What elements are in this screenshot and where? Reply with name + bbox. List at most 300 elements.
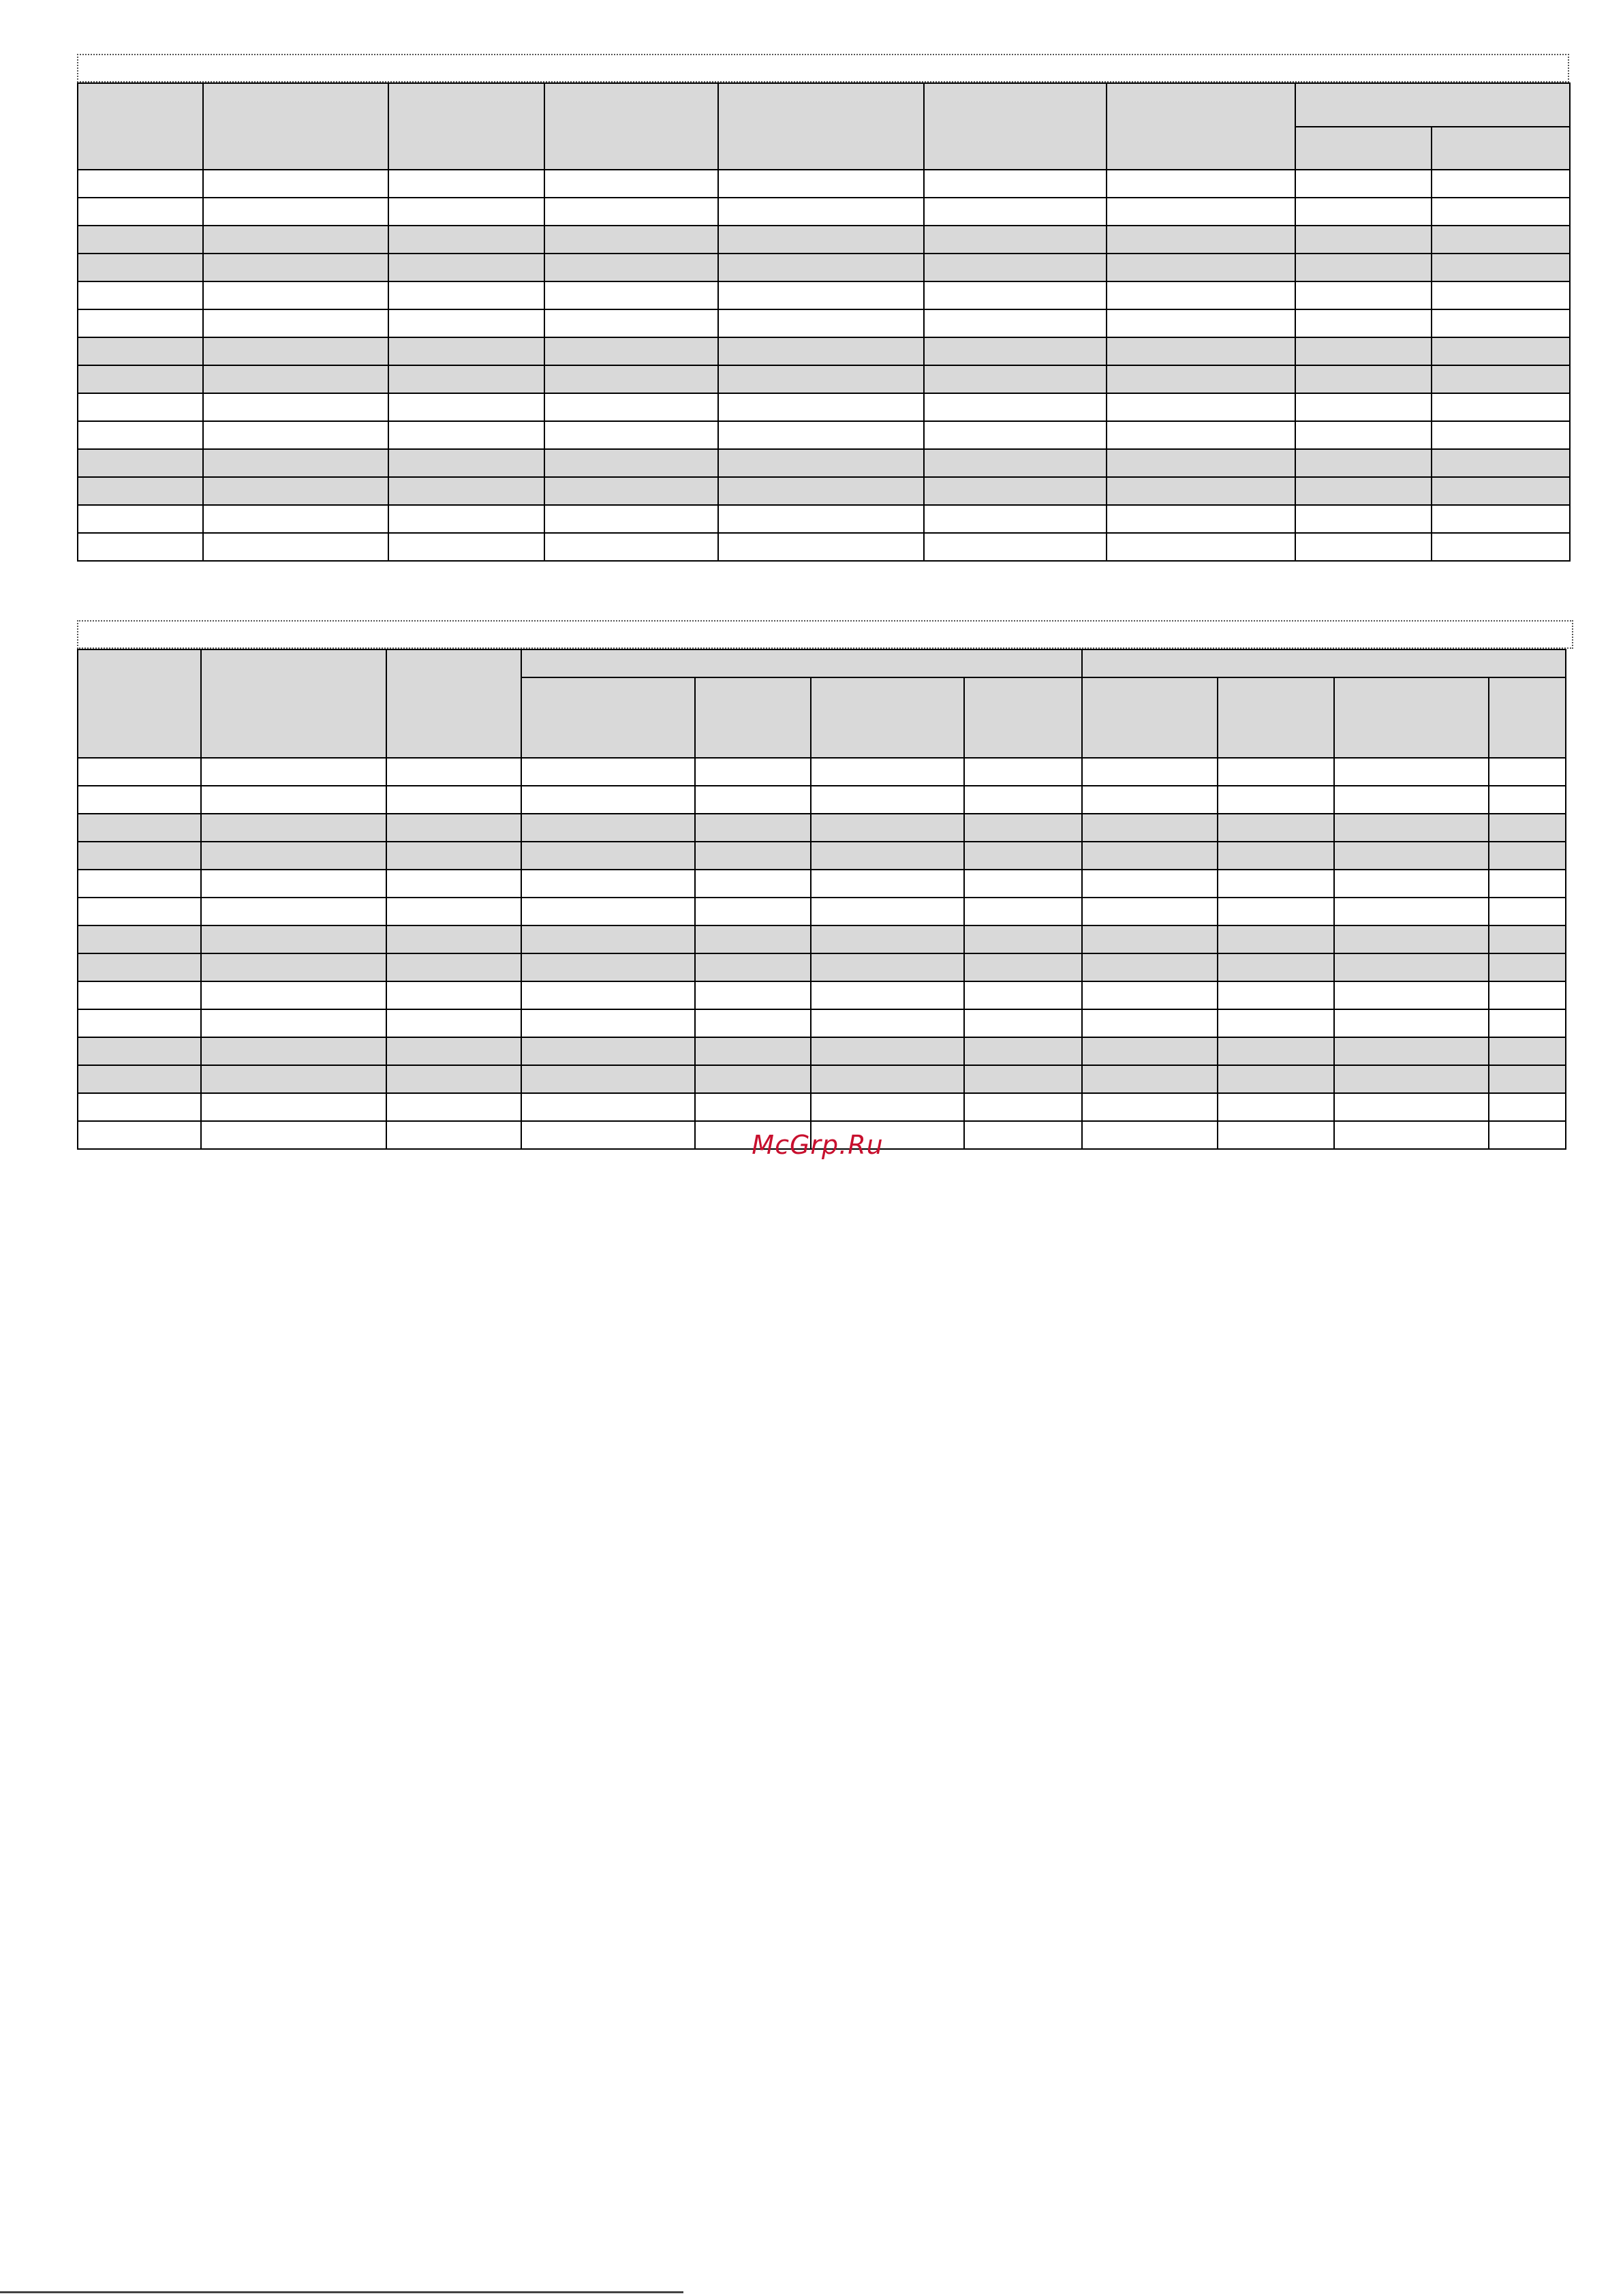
table-cell	[521, 981, 695, 1009]
table-cell	[718, 505, 924, 533]
table-cell	[544, 505, 718, 533]
table-cell	[1334, 814, 1489, 842]
table-cell	[544, 421, 718, 449]
table-cell	[1295, 309, 1432, 337]
table-bottom-header-cell	[201, 649, 386, 758]
table-cell	[1218, 1093, 1334, 1121]
table-cell	[203, 281, 388, 309]
table-cell	[203, 533, 388, 561]
table-top-header-cell	[924, 83, 1107, 170]
table-top	[77, 82, 1571, 562]
table-cell	[811, 1037, 964, 1065]
table-cell	[544, 198, 718, 226]
table-bottom-row	[78, 925, 1566, 953]
table-cell	[964, 925, 1082, 953]
table-cell	[201, 953, 386, 981]
table-cell	[1432, 365, 1570, 393]
table-top-row	[78, 505, 1570, 533]
table-cell	[924, 533, 1107, 561]
table-cell	[544, 309, 718, 337]
table-cell	[78, 309, 203, 337]
table-bottom-row	[78, 1065, 1566, 1093]
table-cell	[1218, 898, 1334, 925]
table-cell	[201, 898, 386, 925]
table-cell	[521, 1037, 695, 1065]
table-cell	[1295, 533, 1432, 561]
table-top-header-cell	[544, 83, 718, 170]
table-cell	[811, 870, 964, 898]
table-cell	[78, 1065, 201, 1093]
table-cell	[718, 254, 924, 281]
table-cell	[78, 842, 201, 870]
table-cell	[1218, 1009, 1334, 1037]
table-cell	[544, 254, 718, 281]
table-cell	[1107, 421, 1295, 449]
table-bottom	[77, 649, 1566, 1150]
table-top-header-group-cell	[1295, 83, 1570, 127]
table-cell	[811, 953, 964, 981]
table-bottom-header-cell	[386, 649, 521, 758]
table-cell	[1432, 505, 1570, 533]
table-cell	[718, 281, 924, 309]
table-cell	[718, 477, 924, 505]
table-cell	[1489, 1065, 1566, 1093]
table-cell	[924, 226, 1107, 254]
table-cell	[1107, 365, 1295, 393]
table-cell	[1218, 814, 1334, 842]
table-cell	[718, 449, 924, 477]
table-cell	[695, 953, 811, 981]
table-cell	[544, 477, 718, 505]
table-cell	[1295, 421, 1432, 449]
table-cell	[78, 477, 203, 505]
table-cell	[964, 1009, 1082, 1037]
table-bottom-row	[78, 814, 1566, 842]
table-cell	[1218, 1121, 1334, 1149]
table-cell	[388, 421, 544, 449]
table-cell	[78, 254, 203, 281]
table-cell	[203, 421, 388, 449]
table-cell	[811, 814, 964, 842]
table-cell	[964, 1037, 1082, 1065]
table-bottom-header-subcell	[811, 677, 964, 758]
table-cell	[964, 1121, 1082, 1149]
table-bottom-header-group-cell	[521, 649, 1082, 677]
table-cell	[1107, 505, 1295, 533]
table-cell	[544, 533, 718, 561]
table-cell	[1218, 758, 1334, 786]
table-cell	[964, 814, 1082, 842]
table-top-row	[78, 477, 1570, 505]
table-cell	[1334, 1037, 1489, 1065]
table-top-row	[78, 365, 1570, 393]
table-cell	[78, 505, 203, 533]
table-cell	[1489, 1121, 1566, 1149]
table-cell	[964, 981, 1082, 1009]
table-cell	[386, 925, 521, 953]
table-cell	[203, 337, 388, 365]
table-cell	[544, 226, 718, 254]
table-cell	[924, 281, 1107, 309]
table-bottom-row	[78, 1093, 1566, 1121]
table-cell	[78, 758, 201, 786]
table-cell	[1107, 477, 1295, 505]
table-cell	[964, 1065, 1082, 1093]
table-top-header-cell	[203, 83, 388, 170]
table-cell	[811, 786, 964, 814]
table-cell	[964, 870, 1082, 898]
table-cell	[1295, 477, 1432, 505]
table-cell	[924, 198, 1107, 226]
table-cell	[718, 365, 924, 393]
table-cell	[386, 814, 521, 842]
table-bottom-row	[78, 786, 1566, 814]
table-cell	[924, 254, 1107, 281]
table-cell	[388, 309, 544, 337]
table-cell	[811, 1093, 964, 1121]
table-cell	[1295, 198, 1432, 226]
table-cell	[1432, 421, 1570, 449]
table-bottom-header-subcell	[1489, 677, 1566, 758]
table-cell	[964, 953, 1082, 981]
table-cell	[1082, 925, 1218, 953]
table-cell	[201, 925, 386, 953]
table-cell	[1334, 898, 1489, 925]
table-cell	[386, 898, 521, 925]
table-cell	[203, 170, 388, 198]
table-cell	[1295, 393, 1432, 421]
table-cell	[1295, 337, 1432, 365]
table-cell	[386, 1065, 521, 1093]
table-cell	[924, 170, 1107, 198]
table-cell	[203, 505, 388, 533]
table-cell	[78, 814, 201, 842]
table-cell	[201, 981, 386, 1009]
table-cell	[1218, 925, 1334, 953]
table-bottom-header-subcell	[1334, 677, 1489, 758]
table-cell	[1334, 842, 1489, 870]
table-cell	[1107, 281, 1295, 309]
table-cell	[201, 1009, 386, 1037]
table-cell	[1334, 953, 1489, 981]
table-cell	[78, 393, 203, 421]
table-cell	[203, 365, 388, 393]
table-cell	[78, 281, 203, 309]
table-cell	[718, 226, 924, 254]
table-cell	[1334, 758, 1489, 786]
table-cell	[1334, 786, 1489, 814]
table-cell	[1295, 449, 1432, 477]
table-bottom-row	[78, 842, 1566, 870]
footer-rule	[0, 2291, 683, 2293]
table-cell	[1489, 870, 1566, 898]
table-cell	[203, 393, 388, 421]
table-cell	[201, 1121, 386, 1149]
table-cell	[203, 309, 388, 337]
table-cell	[1107, 309, 1295, 337]
table-cell	[521, 1121, 695, 1149]
table-cell	[1432, 281, 1570, 309]
table-cell	[811, 1065, 964, 1093]
table-cell	[521, 1009, 695, 1037]
table-cell	[78, 533, 203, 561]
table-cell	[203, 198, 388, 226]
table-cell	[1082, 1093, 1218, 1121]
table-cell	[78, 226, 203, 254]
table-cell	[1218, 1065, 1334, 1093]
table-cell	[1218, 981, 1334, 1009]
table-cell	[544, 365, 718, 393]
table-cell	[521, 758, 695, 786]
table-top-row	[78, 198, 1570, 226]
table-cell	[718, 393, 924, 421]
table-cell	[1334, 1009, 1489, 1037]
table-cell	[521, 842, 695, 870]
table-cell	[521, 1065, 695, 1093]
table-cell	[811, 842, 964, 870]
table-cell	[811, 758, 964, 786]
table-cell	[1489, 1009, 1566, 1037]
table-cell	[1334, 981, 1489, 1009]
table-cell	[924, 477, 1107, 505]
table-top-row	[78, 533, 1570, 561]
table-cell	[544, 337, 718, 365]
table-cell	[386, 758, 521, 786]
table-cell	[78, 981, 201, 1009]
table-cell	[1082, 1037, 1218, 1065]
table-cell	[718, 533, 924, 561]
table-top-header-subcell	[1295, 127, 1432, 170]
table-cell	[78, 1037, 201, 1065]
table-cell	[1432, 477, 1570, 505]
table-cell	[1489, 898, 1566, 925]
table-cell	[1107, 254, 1295, 281]
table-cell	[964, 758, 1082, 786]
table-bottom-caption-bar	[77, 620, 1573, 649]
table-cell	[388, 226, 544, 254]
table-cell	[1489, 1037, 1566, 1065]
table-cell	[1334, 1065, 1489, 1093]
table-cell	[718, 421, 924, 449]
table-cell	[386, 1121, 521, 1149]
table-cell	[544, 170, 718, 198]
table-top-row	[78, 421, 1570, 449]
watermark-text: McGrp.Ru	[752, 1130, 884, 1160]
table-cell	[1082, 758, 1218, 786]
table-cell	[78, 1121, 201, 1149]
table-cell	[1489, 953, 1566, 981]
table-top-row	[78, 226, 1570, 254]
table-cell	[924, 449, 1107, 477]
table-cell	[78, 421, 203, 449]
table-cell	[1082, 898, 1218, 925]
table-cell	[1082, 814, 1218, 842]
table-cell	[388, 198, 544, 226]
table-cell	[1489, 758, 1566, 786]
table-cell	[695, 1065, 811, 1093]
table-bottom-row	[78, 898, 1566, 925]
table-cell	[388, 254, 544, 281]
table-cell	[201, 1065, 386, 1093]
table-cell	[1334, 870, 1489, 898]
table-cell	[1218, 786, 1334, 814]
table-cell	[1107, 170, 1295, 198]
table-cell	[78, 337, 203, 365]
table-cell	[388, 477, 544, 505]
table-cell	[1107, 198, 1295, 226]
table-cell	[924, 309, 1107, 337]
table-cell	[1295, 365, 1432, 393]
table-cell	[1082, 981, 1218, 1009]
table-cell	[1082, 786, 1218, 814]
table-cell	[1295, 226, 1432, 254]
table-cell	[1489, 925, 1566, 953]
table-top-header-cell	[78, 83, 203, 170]
table-cell	[1218, 1037, 1334, 1065]
table-cell	[1107, 393, 1295, 421]
table-cell	[1432, 449, 1570, 477]
table-cell	[388, 533, 544, 561]
table-cell	[521, 786, 695, 814]
table-top-header-cell	[718, 83, 924, 170]
table-bottom-row	[78, 758, 1566, 786]
table-cell	[1432, 309, 1570, 337]
table-cell	[1489, 842, 1566, 870]
table-cell	[1218, 842, 1334, 870]
table-cell	[201, 842, 386, 870]
table-cell	[388, 449, 544, 477]
table-cell	[386, 981, 521, 1009]
table-cell	[78, 898, 201, 925]
table-cell	[695, 758, 811, 786]
table-cell	[544, 449, 718, 477]
table-cell	[718, 337, 924, 365]
table-top-row	[78, 309, 1570, 337]
table-cell	[695, 925, 811, 953]
table-cell	[811, 925, 964, 953]
table-cell	[1432, 393, 1570, 421]
table-cell	[1334, 925, 1489, 953]
table-cell	[388, 170, 544, 198]
table-top-header-subcell	[1432, 127, 1570, 170]
table-cell	[1082, 1065, 1218, 1093]
table-cell	[388, 393, 544, 421]
table-cell	[811, 981, 964, 1009]
table-cell	[695, 870, 811, 898]
table-cell	[203, 449, 388, 477]
table-cell	[201, 786, 386, 814]
table-cell	[201, 1037, 386, 1065]
table-cell	[924, 337, 1107, 365]
table-cell	[1218, 953, 1334, 981]
table-cell	[1432, 198, 1570, 226]
table-cell	[1334, 1121, 1489, 1149]
table-bottom-header-subcell	[1218, 677, 1334, 758]
table-cell	[1432, 254, 1570, 281]
table-cell	[1218, 870, 1334, 898]
table-cell	[1082, 870, 1218, 898]
table-cell	[521, 898, 695, 925]
table-top-row	[78, 393, 1570, 421]
table-cell	[924, 421, 1107, 449]
table-cell	[1082, 953, 1218, 981]
table-cell	[1432, 533, 1570, 561]
table-bottom-header-cell	[78, 649, 201, 758]
table-cell	[1295, 254, 1432, 281]
table-cell	[1489, 814, 1566, 842]
table-cell	[1295, 170, 1432, 198]
table-cell	[78, 365, 203, 393]
table-cell	[203, 254, 388, 281]
table-top-row	[78, 449, 1570, 477]
table-cell	[203, 477, 388, 505]
table-cell	[521, 870, 695, 898]
table-top-row	[78, 337, 1570, 365]
table-cell	[718, 198, 924, 226]
table-bottom-header-subcell	[521, 677, 695, 758]
table-cell	[388, 365, 544, 393]
table-cell	[78, 449, 203, 477]
table-cell	[201, 1093, 386, 1121]
table-cell	[78, 953, 201, 981]
table-cell	[964, 898, 1082, 925]
table-cell	[386, 1037, 521, 1065]
table-cell	[811, 1009, 964, 1037]
table-cell	[695, 898, 811, 925]
table-cell	[521, 953, 695, 981]
table-cell	[924, 505, 1107, 533]
table-cell	[203, 226, 388, 254]
table-cell	[695, 814, 811, 842]
table-cell	[695, 786, 811, 814]
table-cell	[1295, 281, 1432, 309]
table-cell	[924, 393, 1107, 421]
table-cell	[1432, 226, 1570, 254]
table-cell	[1107, 449, 1295, 477]
table-cell	[201, 870, 386, 898]
table-cell	[695, 981, 811, 1009]
table-cell	[521, 814, 695, 842]
table-top-row	[78, 170, 1570, 198]
table-cell	[78, 870, 201, 898]
table-cell	[544, 281, 718, 309]
table-cell	[964, 1093, 1082, 1121]
table-cell	[386, 1009, 521, 1037]
table-cell	[78, 1009, 201, 1037]
table-cell	[1107, 337, 1295, 365]
table-cell	[78, 170, 203, 198]
table-cell	[388, 505, 544, 533]
table-cell	[1334, 1093, 1489, 1121]
table-cell	[521, 925, 695, 953]
table-cell	[388, 337, 544, 365]
table-bottom-row	[78, 1037, 1566, 1065]
table-cell	[1432, 170, 1570, 198]
table-cell	[1489, 981, 1566, 1009]
table-cell	[695, 1037, 811, 1065]
table-cell	[964, 786, 1082, 814]
table-cell	[544, 393, 718, 421]
table-top-row	[78, 281, 1570, 309]
table-bottom-header-group-cell	[1082, 649, 1566, 677]
table-cell	[718, 309, 924, 337]
table-cell	[78, 925, 201, 953]
table-top-row	[78, 254, 1570, 281]
table-cell	[718, 170, 924, 198]
table-cell	[201, 758, 386, 786]
table-cell	[386, 786, 521, 814]
table-cell	[695, 1093, 811, 1121]
